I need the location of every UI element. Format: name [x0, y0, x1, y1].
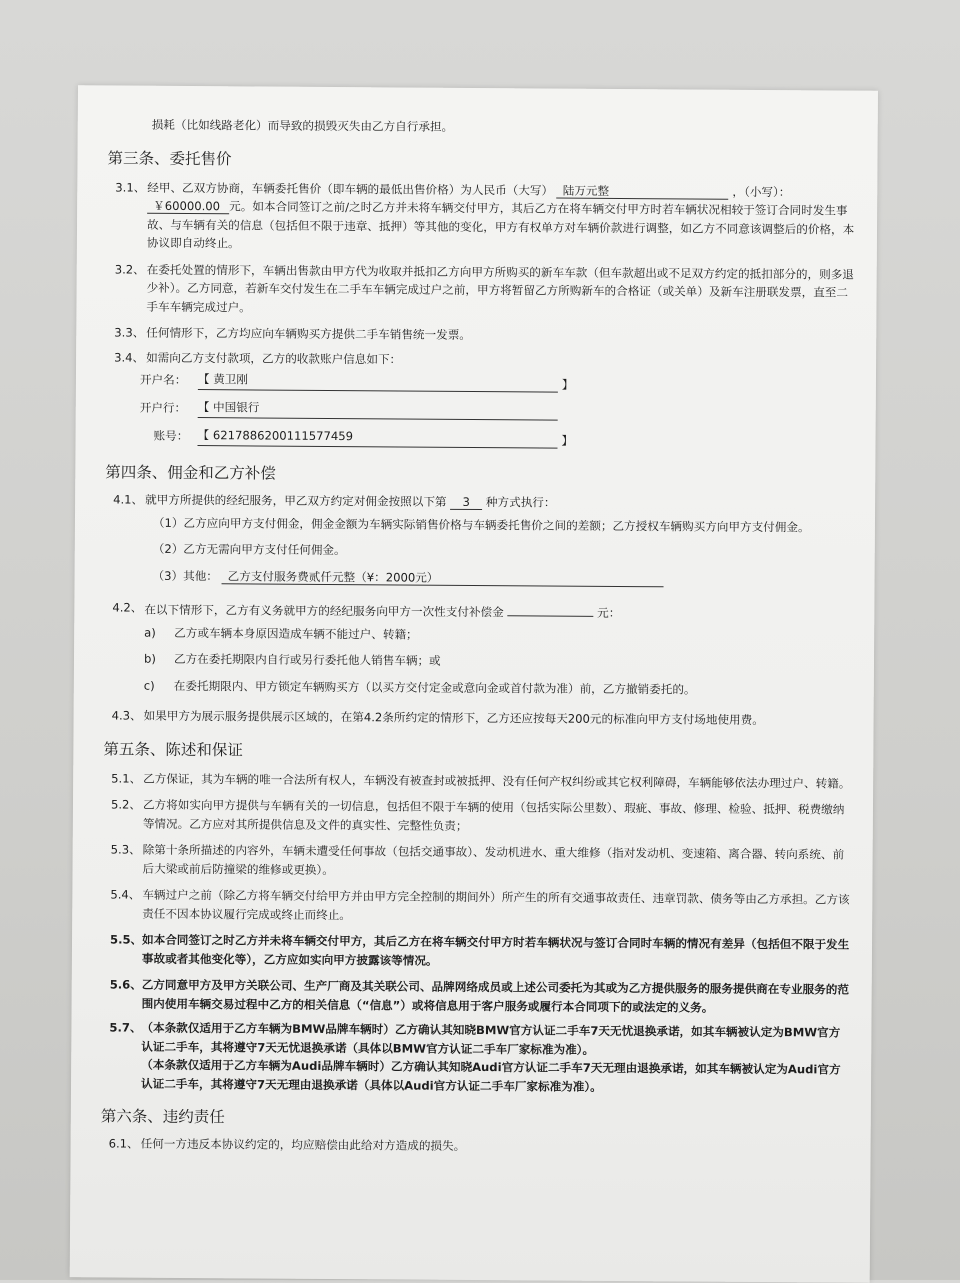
- clause-num: 6.1、: [108, 1136, 139, 1151]
- clause-num: 5.6、: [109, 977, 142, 992]
- price-lower-field: ￥60000.00: [147, 199, 229, 215]
- clause-num: 4.3、: [111, 708, 142, 723]
- clause-text: 在委托处置的情形下，车辆出售款由甲方代为收取并抵扣乙方向甲方所购买的新车车款（但车款超出或不足双方约定的抵扣部分的，则多退少补）。乙方同意，若新车交付发生在二手车车辆完成过户之前，甲方将暂留乙方所购新车的合格证（或关单）及新车注册联发票，直至二手车车辆完成过户。: [146, 262, 854, 314]
- clause-text: 除第十条所描述的内容外，车辆未遭受任何事故（包括交通事故）、发动机进水、重大维修（指对发动机、变速箱、离合器、转向系统、前后大梁或前后防撞梁的维修或更换）。: [142, 842, 845, 877]
- clause-text: 乙方保证，其为车辆的唯一合法所有权人，车辆没有被查封或被抵押、没有任何产权纠纷或其它权利障碍，车辆能够依法办理过户、转籍。: [143, 771, 851, 791]
- condition-a: [104, 623, 852, 647]
- clause-text: 在以下情形下，乙方有义务就甲方的经纪服务向甲方一次性支付补偿金: [144, 602, 504, 620]
- account-bank-value: 【 中国银行: [197, 400, 260, 415]
- list-mark: c): [143, 678, 155, 693]
- clause-text: 乙方将如实向甲方提供与车辆有关的一切信息，包括但不限于车辆的使用（包括实际公里数）、瑕疵、事故、修理、检验、抵押、税费缴纳等情况。乙方应对其所提供信息及文件的真实性、完整性负责；: [142, 797, 845, 833]
- clause-5-1: [103, 769, 851, 793]
- clause-5-3: [102, 840, 850, 882]
- account-bank-row: [106, 394, 854, 425]
- clause-num: 3.4、: [114, 349, 145, 365]
- condition-text: 乙方或车辆本身原因造成车辆不能过户、转籍；: [174, 625, 418, 642]
- clause-num: 5.5、: [109, 932, 143, 947]
- section-3-title: 第三条、委托售价: [107, 148, 232, 168]
- clause-text: 元：: [597, 605, 621, 621]
- clause-5-6: [102, 975, 850, 1017]
- clause-num: 4.2、: [112, 600, 143, 615]
- clause-5-7: [101, 1018, 849, 1097]
- clause-text: 就甲方所提供的经纪服务，甲乙双方约定对佣金按照以下第: [145, 492, 447, 509]
- clause-num: 5.1、: [111, 770, 142, 786]
- clause-num: 5.3、: [110, 842, 141, 857]
- condition-b: [104, 649, 852, 673]
- top-line: 损耗（比如线路老化）而导致的损毁灭失由乙方自行承担。: [151, 117, 454, 134]
- list-mark: a): [144, 625, 156, 640]
- clause-text: 乙方同意甲方及甲方关联公司、生产厂商及其关联公司、品牌网络成员或上述公司委托为其或为乙方提供服务的服务提供商在专业服务的范围内使用车辆交易过程中乙方的相关信息（“信息”）或将信息用于客户服务或履行本合同项下的或法定的义务。: [141, 977, 849, 1015]
- clause-text: 如果甲方为展示服务提供展示区域的，在第4.2条所约定的情形下，乙方还应按每天200元的标准向甲方支付场地使用费。: [143, 708, 764, 728]
- clause-text: 任何情形下，乙方均应向车辆购买方提供二手车销售统一发票。: [146, 325, 471, 342]
- clause-3-3: [106, 323, 854, 347]
- clause-text: 经甲、乙双方协商，车辆委托售价（即车辆的最低出售价格）为人民币（大写）: [147, 180, 554, 198]
- clause-3-1: [107, 178, 855, 257]
- contract-body: [101, 115, 856, 1158]
- clause-num: 3.3、: [114, 325, 145, 340]
- clause-num: 5.4、: [110, 887, 141, 902]
- commission-option-1: （1）乙方应向甲方支付佣金，佣金金额为车辆实际销售价格与车辆委托售价之间的差额；乙方授权车辆购买方向甲方支付佣金。: [152, 515, 810, 534]
- clause-6-1: [101, 1134, 849, 1158]
- account-name-value: 【 黄卫刚: [197, 372, 249, 387]
- bracket-close: 】: [561, 377, 574, 392]
- commission-option-2: （2）乙方无需向甲方支付任何佣金。: [152, 541, 346, 558]
- account-number-label: 账号：: [153, 428, 189, 443]
- clause-5-2: [103, 795, 851, 837]
- section-6-title: 第六条、违约责任: [100, 1107, 225, 1127]
- condition-text: 乙方在委托期限内自行或另行委托他人销售车辆；或: [173, 651, 441, 668]
- account-number-value: 【 6217886200111577459: [197, 428, 354, 444]
- clause-5-5: [102, 930, 850, 972]
- clause-5-4: [102, 885, 850, 927]
- clause-text: 车辆过户之前（除乙方将车辆交付给甲方并由甲方完全控制的期间外）所产生的所有交通事故责任、违章罚款、债务等由乙方承担。乙方该责任不因本协议履行完成或终止而终止。: [142, 887, 850, 922]
- account-name-field: [198, 367, 558, 393]
- contract-page: [70, 85, 878, 1283]
- list-mark: b): [143, 651, 156, 666]
- clause-text: 元。如本合同签订之前/之时乙方并未将车辆交付甲方，其后乙方在将车辆交付甲方时若车辆状况相较于签订合同时发生事故、与车辆有关的信息（包括但不限于违章、抵押）等其他的变化，甲方有权单方对车辆价款进行调整，如乙方不同意该调整后的价格，本协议即自动终止。: [146, 199, 855, 251]
- clause-3-2: [106, 260, 854, 321]
- clause-4-2: [104, 598, 852, 624]
- account-name-row: [106, 366, 854, 397]
- clause-text: 如需向乙方支付款项，乙方的收款账户信息如下：: [146, 350, 402, 366]
- clause-text: ，（小写）：: [732, 184, 791, 199]
- section-4-title: 第四条、佣金和乙方补偿: [105, 463, 276, 483]
- account-bank-field: [198, 395, 558, 421]
- account-number-row: [105, 422, 853, 453]
- clause-text: （本条款仅适用于乙方车辆为BMW品牌车辆时）乙方确认其知晓BMW官方认证二手车7天无忧退换承诺，如其车辆被认定为BMW官方认证二手车，其将遵守7天无忧退换承诺（具体以BMW官方认证二手车厂家标准为准）。: [141, 1020, 841, 1057]
- commission-choice-field: 3: [450, 495, 482, 510]
- clause-num: 3.1、: [115, 179, 146, 195]
- commission-option-3: [105, 566, 853, 590]
- clause-num: 5.7、: [109, 1020, 142, 1035]
- price-upper-field: 陆万元整: [557, 183, 729, 199]
- condition-text: 在委托期限内、甲方锁定车辆购买方（以买方交付定金或意向金或首付款为准）前，乙方撤销委托的。: [173, 678, 696, 697]
- clause-num: 5.2、: [110, 797, 142, 812]
- clause-text: （本条款仅适用于乙方车辆为Audi品牌车辆时）乙方确认其知晓Audi官方认证二手车7天无理由退换承诺，如其车辆被认定为Audi官方认证二手车，其将遵守7天无理由退换承诺（具体以Audi官方认证二手车厂家标准为准）。: [140, 1057, 841, 1094]
- account-number-field: [197, 423, 557, 449]
- clause-4-3: [104, 706, 852, 730]
- option-3-label: （3）其他：: [152, 568, 218, 583]
- condition-c: [104, 676, 852, 700]
- account-name-label: 开户名：: [139, 372, 187, 387]
- clause-num: 3.2、: [114, 261, 145, 277]
- clause-text: 如本合同签订之时乙方并未将车辆交付甲方，其后乙方在将车辆交付甲方时若车辆状况与签订合同时车辆的情况有差异（包括但不限于发生事故或者其他变化等），乙方应如实向甲方披露该等情况。: [141, 932, 850, 968]
- account-bank-label: 开户行：: [139, 400, 187, 415]
- section-5-title: 第五条、陈述和保证: [103, 739, 243, 759]
- clause-text: 任何一方违反本协议约定的，均应赔偿由此给对方造成的损失。: [140, 1136, 466, 1153]
- clause-num: 4.1、: [113, 492, 144, 507]
- option-3-field: 乙方支付服务费贰仟元整（¥：2000元）: [222, 569, 664, 587]
- bracket-close: 】: [561, 433, 574, 448]
- clause-4-1: [105, 490, 853, 514]
- compensation-amount-field: [507, 601, 593, 617]
- clause-text: 种方式执行：: [485, 495, 556, 510]
